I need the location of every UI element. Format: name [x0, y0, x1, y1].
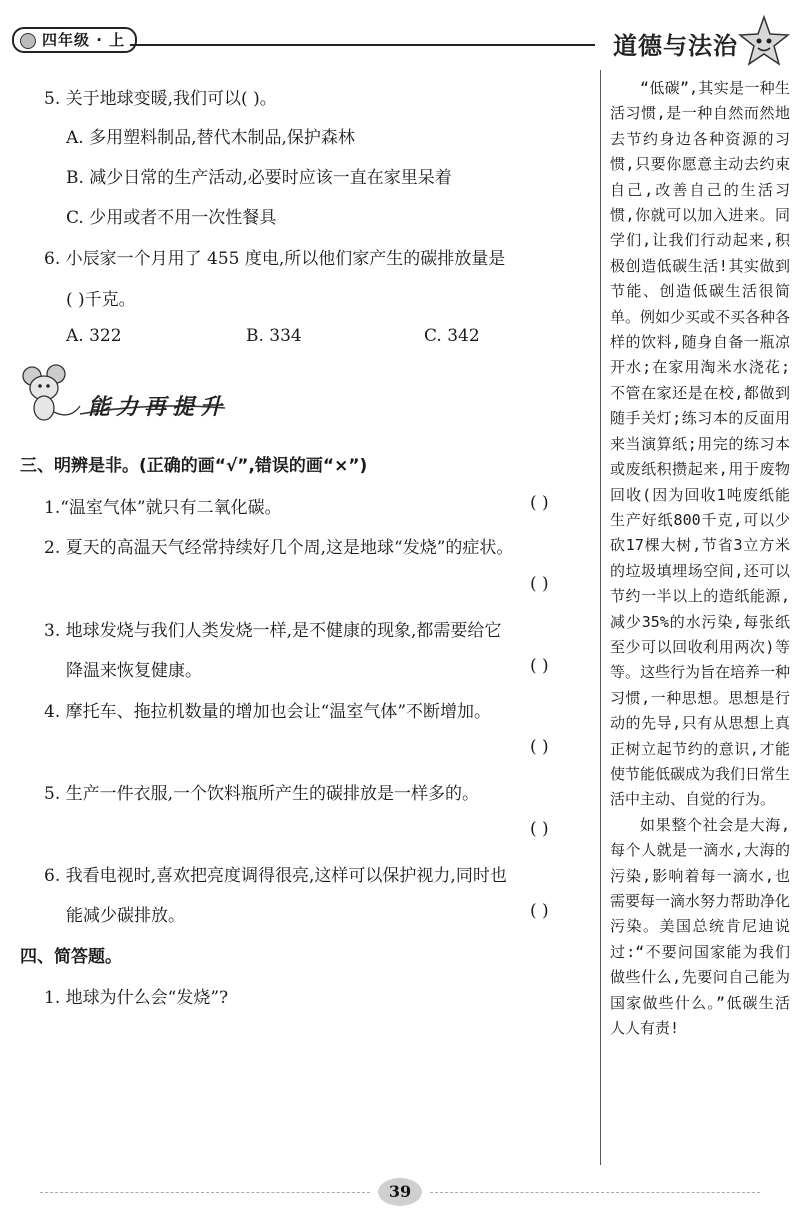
- page-number: 39: [388, 1182, 412, 1201]
- star-mascot-icon: [736, 14, 792, 70]
- section-4-title: 四、简答题。: [20, 947, 122, 967]
- grade-label: 四年级 · 上: [42, 31, 126, 49]
- question-5: 5. 关于地球变暖,我们可以( )。: [44, 89, 277, 109]
- judge-answer-3[interactable]: ( ): [530, 656, 549, 676]
- question-6-line2: ( )千克。: [66, 290, 136, 310]
- short-answer-1: 1. 地球为什么会“发烧”?: [44, 988, 229, 1008]
- judge-item-6-line2: 能减少碳排放。: [66, 906, 185, 926]
- judge-item-4: 4. 摩托车、拖拉机数量的增加也会让“温室气体”不断增加。: [44, 702, 492, 722]
- judge-answer-1[interactable]: ( ): [530, 493, 549, 513]
- subject-title: 道德与法治: [613, 32, 738, 60]
- judge-item-1: 1.“温室气体”就只有二氧化碳。: [44, 498, 282, 518]
- sidebar-divider: [600, 70, 601, 1165]
- judge-item-6-line1: 6. 我看电视时,喜欢把亮度调得很亮,这样可以保护视力,同时也: [44, 866, 507, 886]
- sidebar-reading: [610, 76, 790, 1041]
- judge-item-3-line1: 3. 地球发烧与我们人类发烧一样,是不健康的现象,都需要给它: [44, 621, 502, 641]
- section-3-title: 三、明辨是非。(正确的画“√”,错误的画“×”): [20, 456, 368, 476]
- judge-answer-6[interactable]: ( ): [530, 901, 549, 921]
- ability-title: 能力再提升: [88, 394, 229, 420]
- judge-answer-5[interactable]: ( ): [530, 819, 549, 839]
- judge-item-3-line2: 降温来恢复健康。: [66, 661, 202, 681]
- question-6-line1: 6. 小辰家一个月用了 455 度电,所以他们家产生的碳排放量是: [44, 249, 506, 269]
- q5-option-a: A. 多用塑料制品,替代木制品,保护森林: [66, 128, 355, 148]
- judge-item-5: 5. 生产一件衣服,一个饮料瓶所产生的碳排放是一样多的。: [44, 784, 480, 804]
- mascot-dot-icon: [20, 33, 36, 49]
- q5-option-b: B. 减少日常的生产活动,必要时应该一直在家里呆着: [66, 168, 452, 188]
- q6-option-c: C. 342: [424, 326, 480, 346]
- judge-item-2: 2. 夏天的高温天气经常持续好几个周,这是地球“发烧”的症状。: [44, 538, 514, 558]
- sidebar-paragraph-2: 如果整个社会是大海,每个人就是一滴水,大海的污染,影响着每一滴水,也需要每一滴水努力帮助净化污染。美国总统肯尼迪说过:“不要问国家能为我们做些什么,先要问自己能为国家做些什么。”低碳生活人人有责!: [610, 815, 791, 1038]
- grade-tag: [12, 27, 137, 53]
- footer-rule-right: [430, 1192, 760, 1194]
- judge-answer-4[interactable]: ( ): [530, 737, 549, 757]
- footer-rule-left: [40, 1192, 370, 1194]
- sidebar-paragraph-1: “低碳”,其实是一种生活习惯,是一种自然而然地去节约身边各种资源的习惯,只要你愿意主动去约束自己,改善自己的生活习惯,你就可以加入进来。同学们,让我们行动起来,积极创造低碳生活!其实做到节能、创造低碳生活很简单。例如少买或不买各种各样的饮料,随身自备一瓶凉开水;在家用淘米水浇花;不管在家还是在校,都做到随手关灯;练习本的反面用来当演算纸;用完的练习本或废纸积攒起来,用于废物回收(因为回收1吨废纸能生产好纸800千克,可以少砍17棵大树,节省3立方米的垃圾填埋场空间,还可以节约一半以上的造纸能源,减少35%的水污染,每张纸至少可以回收利用两次)等等。这些行为旨在培养一种习惯,一种思想。思想是行动的先导,只有从思想上真正树立起节约的意识,才能使节能低碳成为我们日常生活中主动、自觉的行为。: [610, 79, 791, 809]
- q6-option-a: A. 322: [66, 326, 122, 346]
- q6-option-b: B. 334: [246, 326, 302, 346]
- q5-option-c: C. 少用或者不用一次性餐具: [66, 208, 277, 228]
- page-header: [0, 0, 800, 80]
- judge-answer-2[interactable]: ( ): [530, 574, 549, 594]
- header-divider: [130, 44, 595, 46]
